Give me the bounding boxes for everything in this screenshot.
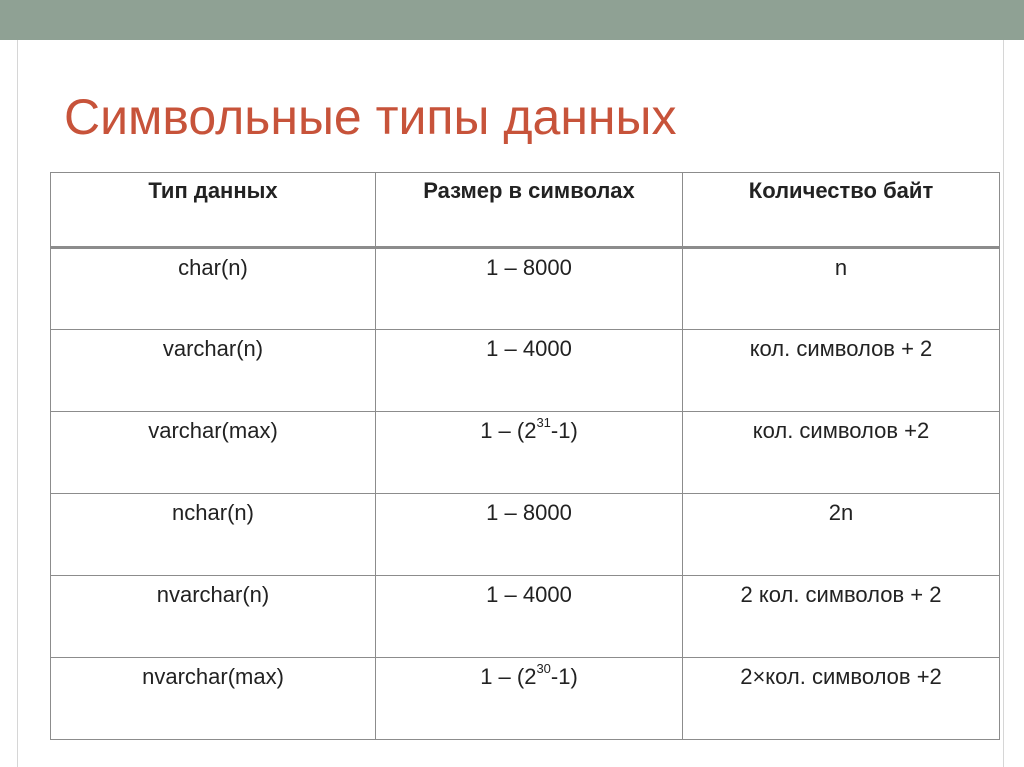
cell-type: char(n) — [51, 248, 376, 330]
header-bytes: Количество байт — [683, 173, 1000, 248]
cell-bytes: кол. символов + 2 — [683, 330, 1000, 412]
cell-bytes: 2n — [683, 494, 1000, 576]
header-size: Размер в символах — [376, 173, 683, 248]
cell-type: nvarchar(max) — [51, 658, 376, 740]
cell-size: 1 – 8000 — [376, 248, 683, 330]
header-type: Тип данных — [51, 173, 376, 248]
slide-title: Символьные типы данных — [64, 89, 677, 145]
table-row — [51, 330, 1000, 412]
cell-type: varchar(max) — [51, 412, 376, 494]
size-suffix: -1) — [550, 418, 578, 443]
cell-bytes: 2 кол. символов + 2 — [683, 576, 1000, 658]
cell-bytes: 2×кол. символов +2 — [683, 658, 1000, 740]
table-header-row — [51, 173, 1000, 248]
size-exponent: 31 — [536, 414, 551, 430]
table-row — [51, 412, 1000, 494]
cell-size: 1 – 8000 — [376, 494, 683, 576]
size-exponent: 30 — [536, 660, 551, 676]
cell-size: 1 – 4000 — [376, 330, 683, 412]
table-row — [51, 576, 1000, 658]
top-accent-bar — [0, 0, 1024, 40]
cell-size: 1 – 4000 — [376, 576, 683, 658]
cell-type: nvarchar(n) — [51, 576, 376, 658]
cell-type: varchar(n) — [51, 330, 376, 412]
size-prefix: 1 – (2 — [480, 418, 537, 443]
table-row — [51, 248, 1000, 330]
cell-bytes: n — [683, 248, 1000, 330]
table-row — [51, 658, 1000, 740]
cell-size — [376, 658, 683, 740]
cell-size — [376, 412, 683, 494]
table-row — [51, 494, 1000, 576]
size-prefix: 1 – (2 — [480, 664, 537, 689]
data-types-table — [50, 172, 1000, 740]
cell-type: nchar(n) — [51, 494, 376, 576]
size-suffix: -1) — [550, 664, 578, 689]
cell-bytes: кол. символов +2 — [683, 412, 1000, 494]
